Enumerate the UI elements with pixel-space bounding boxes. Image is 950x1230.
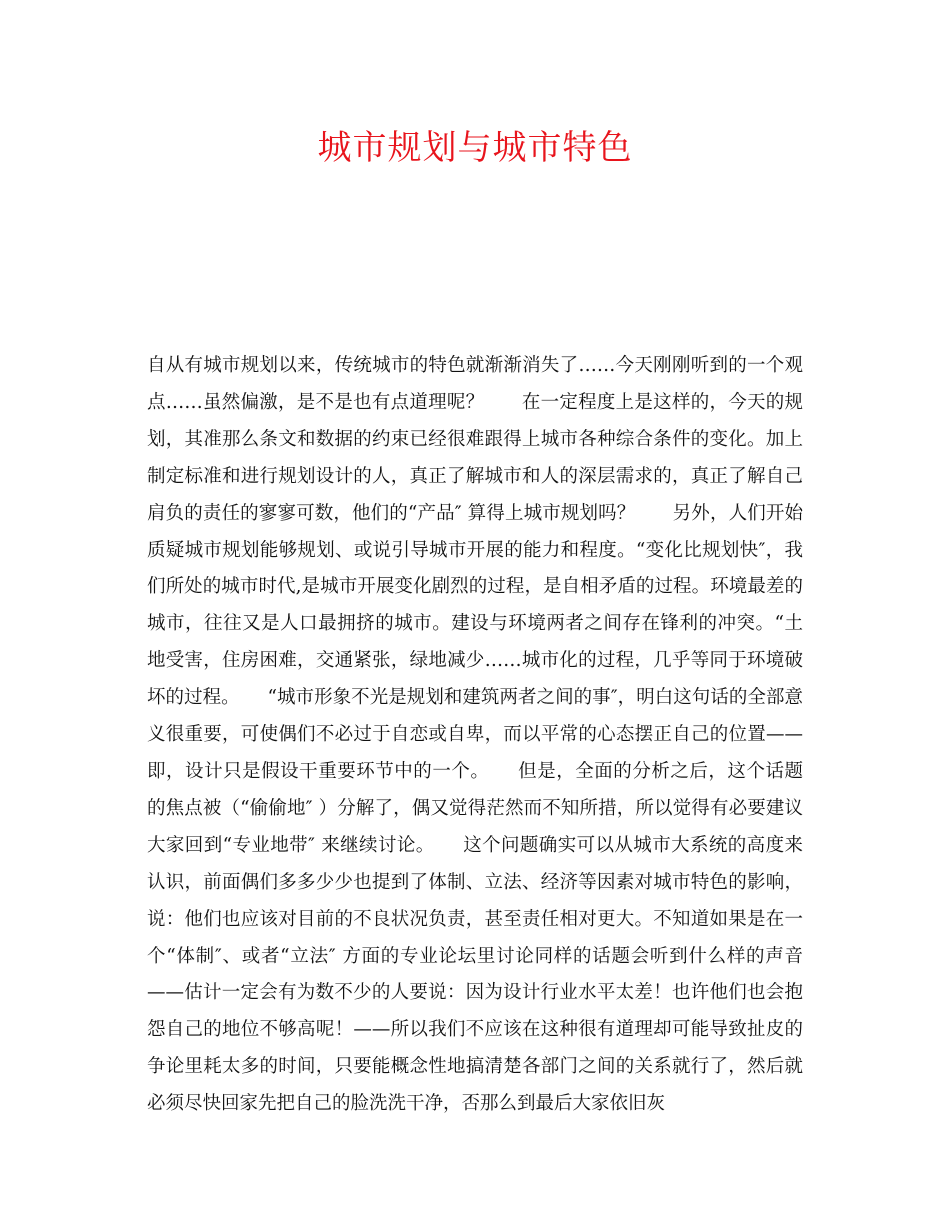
document-body: 自从有城市规划以来，传统城市的特色就渐渐消失了……今天刚刚听到的一个观点……虽然偏激，是不是也有点道理呢？ 在一定程度上是这样的，今天的规划，其准那么条文和数据的约束已经很难跟得上城市各种综合条件的变化。加上制定标准和进行规划设计的人，真正了解城市和人的深层需求的，真正了解自己肩负的责任的寥寥可数，他们的“产品″ 算得上城市规划吗？ 另外，人们开始质疑城市规划能够规划、或说引导城市开展的能力和程度。“变化比规划快″，我们所处的城市时代,是城市开展变化剧烈的过程，是自相矛盾的过程。环境最差的城市，往往又是人口最拥挤的城市。建设与环境两者之间存在锋利的冲突。“土地受害，住房困难，交通紧张，绿地减少……城市化的过程，几乎等同于环境破坏的过程。 “城市形象不光是规划和建筑两者之间的事″，明白这句话的全部意义很重要，可使偶们不必过于自恋或自卑，而以平常的心态摆正自己的位置——即，设计只是假设干重要环节中的一个。 但是，全面的分析之后，这个话题的焦点被（“偷偷地″ ）分解了，偶又觉得茫然而不知所措，所以觉得有必要建议大家回到“专业地带″ 来继续讨论。 这个问题确实可以从城市大系统的高度来认识，前面偶们多多少少也提到了体制、立法、经济等因素对城市特色的影响，说：他们也应该对目前的不良状况负责，甚至责任相对更大。不知道如果是在一个“体制″、或者“立法″ 方面的专业论坛里讨论同样的话题会听到什么样的声音——估计一定会有为数不少的人要说：因为设计行业水平太差！也许他们也会抱怨自己的地位不够高呢！——所以我们不应该在这种很有道理却可能导致扯皮的争论里耗太多的时间，只要能概念性地搞清楚各部门之间的关系就行了，然后就必须尽快回家先把自己的脸洗洗干净，否那么到最后大家依旧灰 [147,355,803,1115]
document-title: 城市规划与城市特色 [317,128,633,168]
